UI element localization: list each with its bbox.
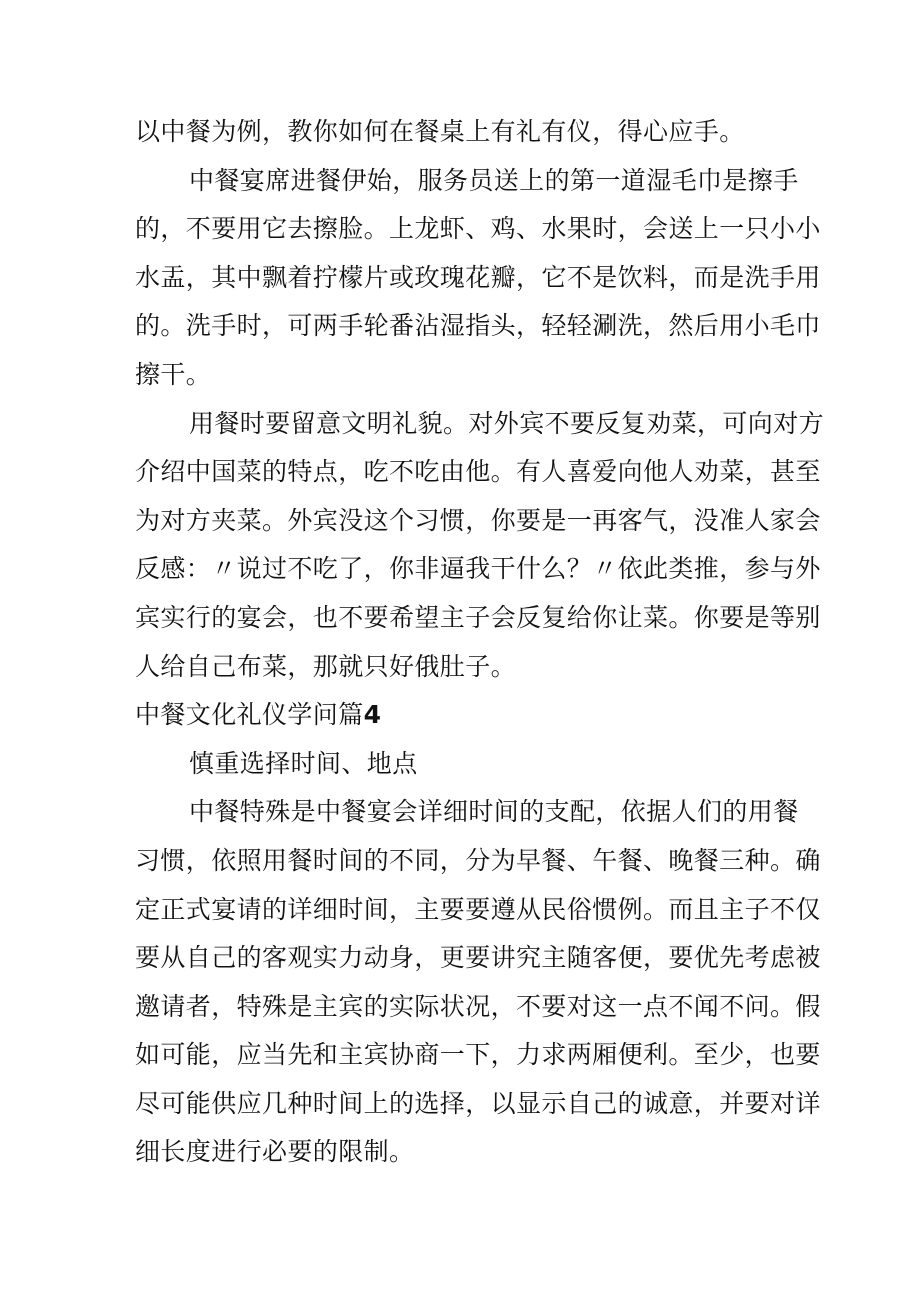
- paragraph-line: 的，不要用它去擦脸。上龙虾、鸡、水果时，会送上一只小小: [135, 214, 821, 244]
- paragraph-line: 以中餐为例，教你如何在餐桌上有礼有仪，得心应手。: [135, 117, 745, 146]
- paragraph-line: 宾实行的宴会，也不要希望主子会反复给你让菜。你要是等别: [135, 602, 821, 632]
- paragraph-line: 介绍中国菜的特点，吃不吃由他。有人喜爱向他人劝菜，甚至: [135, 457, 821, 487]
- paragraph-line: 中餐特殊是中餐宴会详细时间的支配，依据人们的用餐: [189, 797, 799, 827]
- paragraph-line: 反感：〃说过不吃了，你非逼我干什么？〃依此类推，参与外: [135, 554, 821, 584]
- paragraph-line: 人给自己布菜，那就只好俄肚子。: [135, 651, 517, 681]
- paragraph-line: 习惯，依照用餐时间的不同，分为早餐、午餐、晚餐三种。确: [135, 845, 821, 875]
- paragraph-line: 用餐时要留意文明礼貌。对外宾不要反复劝菜，可向对方: [189, 408, 825, 438]
- paragraph-line: 尽可能供应几种时间上的选择，以显示自己的诚意，并要对详: [135, 1088, 821, 1118]
- paragraph-line: 如可能，应当先和主宾协商一下，力求两厢便利。至少，也要: [135, 1040, 821, 1070]
- paragraph-line: 要从自己的客观实力动身，更要讲究主随客便，要优先考虑被: [135, 943, 821, 973]
- paragraph-line: 邀请者，特殊是主宾的实际状况，不要对这一点不闻不问。假: [135, 991, 821, 1021]
- section-heading: [135, 691, 795, 740]
- paragraph-line: 的。洗手时，可两手轮番沾湿指头，轻轻涮洗，然后用小毛巾: [135, 311, 821, 341]
- paragraph-line: 水盂，其中飘着拧檬片或玫瑰花瓣，它不是饮料，而是洗手用: [135, 262, 821, 292]
- paragraph-line: 中餐宴席进餐伊始，服务员送上的第一道湿毛巾是擦手: [189, 165, 799, 195]
- paragraph-line: 细长度进行必要的限制。: [135, 1137, 415, 1167]
- document-body: [135, 108, 825, 1177]
- paragraph-line: 定正式宴请的详细时间，主要要遵从民俗惯例。而且主子不仅: [135, 894, 821, 924]
- subheading-line: 慎重选择时间、地点: [189, 748, 418, 778]
- paragraph-line: 擦干。: [135, 359, 212, 389]
- paragraph-line: 为对方夹菜。外宾没这个习惯，你要是一再客气，没准人家会: [135, 505, 821, 535]
- section-heading-text: 中餐文化礼仪学问篇: [135, 700, 364, 730]
- section-heading-number: 4: [363, 700, 382, 730]
